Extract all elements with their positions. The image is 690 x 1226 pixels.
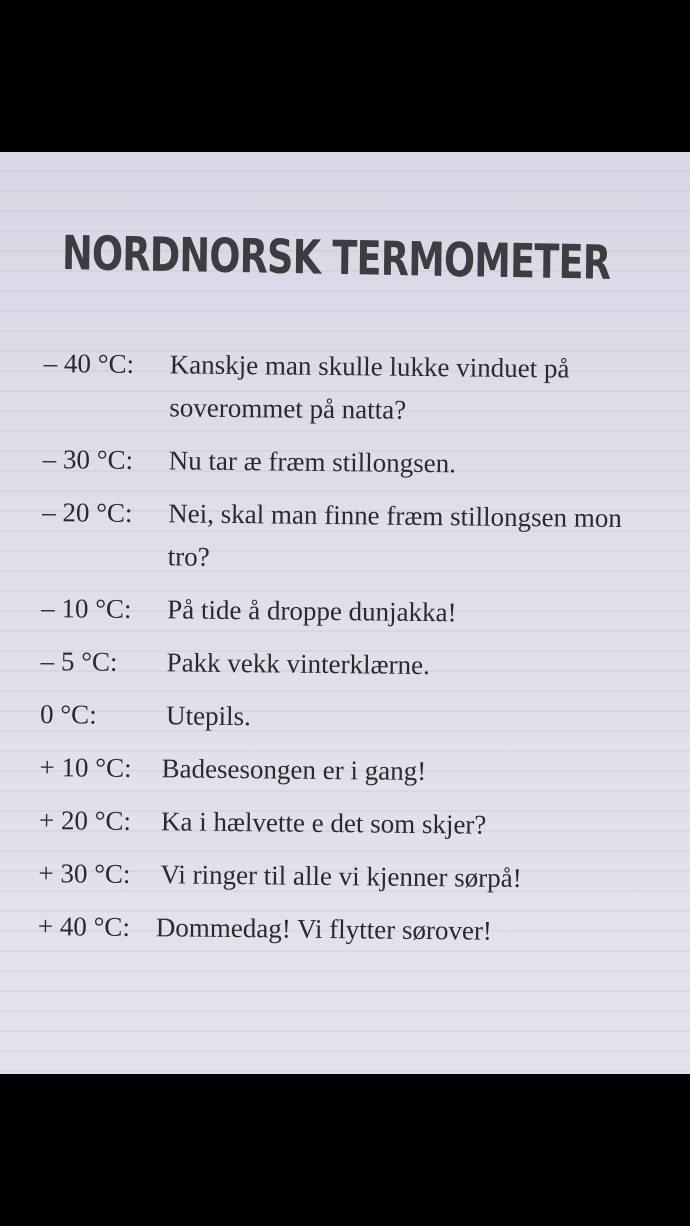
description-text: Dommedag! Vi flytter sørover!: [155, 912, 493, 946]
temperature-label: – 5 °C:: [40, 645, 118, 677]
list-item: [38, 905, 668, 955]
list-item: [38, 852, 668, 902]
list-item: [41, 587, 671, 637]
temperature-label: + 30 °C:: [38, 857, 131, 889]
description-text: Pakk vekk vinterklærne.: [166, 647, 430, 681]
list-item: [42, 491, 673, 584]
description-text: Nu tar æ fræm stillongsen.: [168, 445, 457, 479]
description-text: Utepils.: [165, 700, 252, 732]
description-text: Vi ringer til alle vi kjenner sørpå!: [160, 859, 522, 894]
page-title: NORDNORSK TERMOMETER: [61, 226, 611, 291]
list-item: [43, 342, 674, 435]
book-page: [0, 152, 690, 1074]
description-text: Badesesongen er i gang!: [161, 753, 427, 787]
temperature-label: + 20 °C:: [38, 804, 132, 836]
description-text: Ka i hælvette e det som skjer?: [160, 806, 487, 840]
thermometer-list: [38, 342, 674, 965]
list-item: [40, 693, 670, 743]
description-text: På tide å droppe dunjakka!: [167, 594, 457, 628]
temperature-label: 0 °C:: [39, 698, 97, 730]
list-item: [39, 799, 669, 849]
temperature-label: – 20 °C:: [42, 496, 133, 528]
temperature-label: + 40 °C:: [37, 910, 131, 942]
list-item: [43, 438, 673, 488]
temperature-label: – 30 °C:: [42, 443, 134, 475]
temperature-label: – 10 °C:: [41, 592, 132, 624]
description-text: Kanskje man skulle lukke vinduet på soverommet på natta?: [169, 349, 570, 425]
temperature-label: – 40 °C:: [43, 347, 135, 379]
description-text: Nei, skal man finne fræm stillongsen mon tro?: [167, 498, 623, 572]
temperature-label: + 10 °C:: [39, 751, 132, 783]
list-item: [39, 746, 669, 796]
list-item: [40, 640, 670, 690]
